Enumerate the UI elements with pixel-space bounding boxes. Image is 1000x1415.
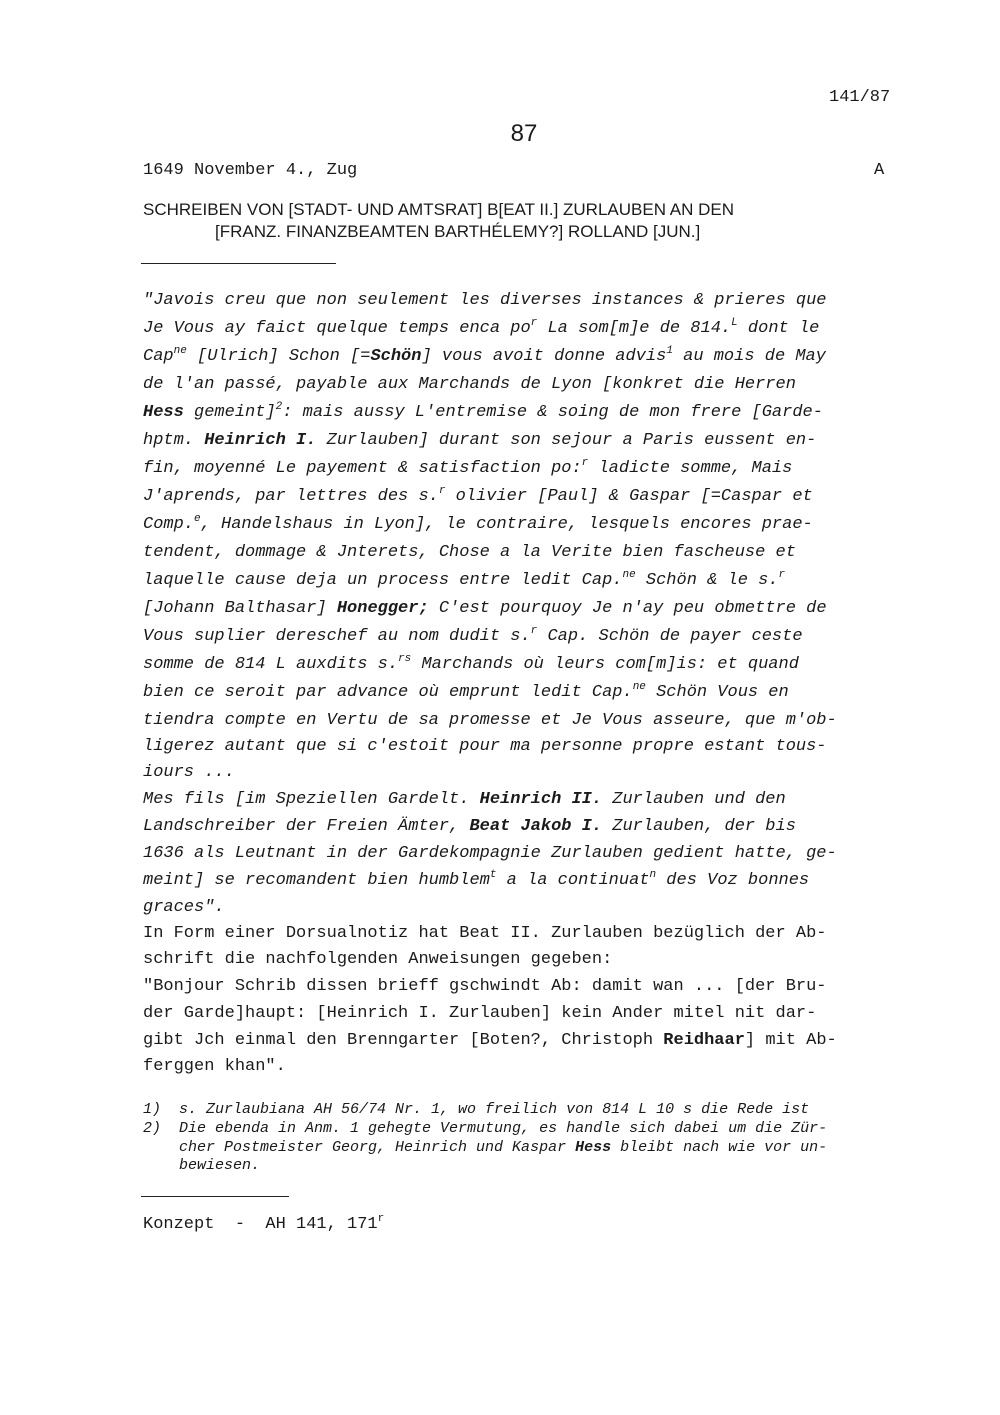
superscript: rs — [398, 653, 412, 665]
body-line — [143, 655, 799, 674]
body-line — [143, 487, 813, 506]
superscript: r — [581, 457, 589, 469]
text: Mes fils [im Speziellen Gardelt. — [143, 790, 480, 809]
body-line — [143, 627, 803, 646]
text: gemeint] — [183, 403, 276, 422]
superscript: r — [438, 485, 446, 497]
footnote-ref[interactable]: 1 — [666, 345, 673, 357]
body-line — [143, 1031, 837, 1050]
name-bold: Honegger; — [336, 599, 429, 618]
name-bold: Heinrich I. — [204, 431, 317, 450]
text: Comp. — [143, 515, 195, 534]
text: La som[m]e de 814. — [537, 319, 732, 338]
text: Landschreiber der Freien Ämter, — [143, 817, 470, 836]
body-line — [143, 571, 785, 590]
text: laquelle cause deja un process entre ledit Cap. — [143, 571, 623, 590]
text: Schön & le s. — [635, 571, 779, 590]
body-line: ferggen khan". — [143, 1057, 286, 1076]
text: Cap — [143, 347, 174, 366]
superscript: L — [731, 317, 738, 329]
text: somme de 814 L auxdits s. — [143, 655, 399, 674]
superscript: r — [778, 569, 786, 581]
body-line — [143, 599, 827, 618]
text: C'est pourquoy Je n'ay peu obmettre de — [428, 599, 827, 618]
superscript: e — [194, 513, 201, 525]
footnote-ref[interactable]: 2 — [275, 401, 283, 413]
body-line: iours ... — [143, 763, 235, 782]
superscript: r — [530, 625, 538, 637]
body-line: der Garde]haupt: [Heinrich I. Zurlauben] kein Ander mitel nit dar- — [143, 1004, 817, 1023]
footnote-1: 1) s. Zurlaubiana AH 56/74 Nr. 1, wo freilich von 814 L 10 s die Rede ist — [143, 1101, 810, 1118]
text: cher Postmeister Georg, Heinrich und Kaspar — [143, 1139, 576, 1156]
text: gibt Jch einmal den Brenngarter [Boten?, Christoph — [143, 1031, 664, 1050]
text: bien ce seroit par advance où emprunt ledit Cap. — [143, 683, 633, 702]
name-bold: Schön — [370, 347, 422, 366]
document-letter: A — [874, 161, 885, 180]
superscript: r — [377, 1213, 385, 1225]
footnote-2-cont — [143, 1139, 827, 1156]
document-reference: 141/87 — [829, 88, 891, 107]
body-line: tendent, dommage & Jnterets, Chose a la Verite bien fascheuse et — [143, 543, 796, 562]
title-line-1: SCHREIBEN VON [STADT- UND AMTSRAT] B[EAT II.] ZURLAUBEN AN DEN — [143, 200, 734, 219]
superscript: ne — [632, 681, 646, 693]
footnote-2-end: bewiesen. — [143, 1157, 261, 1174]
body-line: 1636 als Leutnant in der Gardekompagnie Zurlauben gedient hatte, ge- — [143, 844, 837, 863]
text: Vous suplier dereschef au nom dudit s. — [143, 627, 531, 646]
text: meint] se recomandent bien humblem — [143, 871, 490, 890]
body-line — [143, 347, 826, 366]
body-line — [143, 683, 789, 702]
text: Schön Vous en — [645, 683, 789, 702]
text: Marchands où leurs com[m]is: et quand — [411, 655, 799, 674]
body-line: tiendra compte en Vertu de sa promesse et Je Vous asseure, que m'ob- — [143, 711, 837, 730]
body-line: graces". — [143, 898, 225, 917]
body-line — [143, 817, 796, 836]
text: fin, moyenné Le payement & satisfaction po: — [143, 459, 582, 478]
name-bold: Reidhaar — [663, 1031, 745, 1050]
text: : mais aussy L'entremise & soing de mon frere [Garde- — [282, 403, 823, 422]
body-line: "Javois creu que non seulement les diverses instances & prieres que — [143, 291, 827, 310]
body-line — [143, 790, 786, 809]
name-bold: Hess — [143, 403, 184, 422]
text: J'aprends, par lettres des s. — [143, 487, 439, 506]
date-place: 1649 November 4., Zug — [143, 161, 358, 180]
source-reference — [143, 1215, 384, 1234]
text: [Ulrich] Schon [= — [186, 347, 371, 366]
text: hptm. — [143, 431, 205, 450]
body-line: schrift die nachfolgenden Anweisungen gegeben: — [143, 950, 613, 969]
body-line: ligerez autant que si c'estoit pour ma personne propre estant tous- — [143, 737, 827, 756]
superscript: n — [649, 869, 657, 881]
text: ] mit Ab- — [744, 1031, 837, 1050]
text: au mois de May — [672, 347, 826, 366]
text: Zurlauben] durant son sejour a Paris eussent en- — [316, 431, 817, 450]
text: bleibt nach wie vor un- — [611, 1139, 828, 1156]
text: ladicte somme, Mais — [588, 459, 793, 478]
document-number: 87 — [510, 120, 538, 147]
text: Je Vous ay faict quelque temps enca po — [143, 319, 531, 338]
body-line — [143, 515, 813, 534]
body-line: "Bonjour Schrib dissen brieff gschwindt Ab: damit wan ... [der Bru- — [143, 977, 827, 996]
text: olivier [Paul] & Gaspar [=Caspar et — [445, 487, 813, 506]
text: Zurlauben und den — [602, 790, 786, 809]
superscript: t — [489, 869, 497, 881]
text: , Handelshaus in Lyon], le contraire, lesquels encores prae- — [200, 515, 813, 534]
text: Zurlauben, der bis — [602, 817, 796, 836]
name-bold: Hess — [575, 1139, 612, 1156]
text: Cap. Schön de payer ceste — [537, 627, 803, 646]
superscript: ne — [622, 569, 636, 581]
body-line — [143, 459, 792, 478]
body-line — [143, 403, 823, 422]
name-bold: Beat Jakob I. — [469, 817, 603, 836]
text: a la continuat — [496, 871, 650, 890]
text: des Voz bonnes — [656, 871, 810, 890]
text: ] vous avoit donne advis — [421, 347, 667, 366]
divider-bottom — [141, 1196, 289, 1197]
text: [Johann Balthasar] — [143, 599, 337, 618]
body-line — [143, 871, 809, 890]
title-line-2: [FRANZ. FINANZBEAMTEN BARTHÉLEMY?] ROLLAND [JUN.] — [215, 222, 701, 241]
footnote-2: 2) Die ebenda in Anm. 1 gehegte Vermutung, es handle sich dabei um die Zür- — [143, 1120, 828, 1137]
superscript: r — [530, 317, 538, 329]
body-line — [143, 431, 816, 450]
body-line: In Form einer Dorsualnotiz hat Beat II. Zurlauben bezüglich der Ab- — [143, 924, 827, 943]
body-line: de l'an passé, payable aux Marchands de Lyon [konkret die Herren — [143, 375, 796, 394]
text: Konzept - AH 141, 171 — [143, 1215, 378, 1234]
body-line — [143, 319, 819, 338]
divider-top — [141, 263, 336, 264]
name-bold: Heinrich II. — [479, 790, 603, 809]
superscript: ne — [173, 345, 187, 357]
text: dont le — [737, 319, 820, 338]
